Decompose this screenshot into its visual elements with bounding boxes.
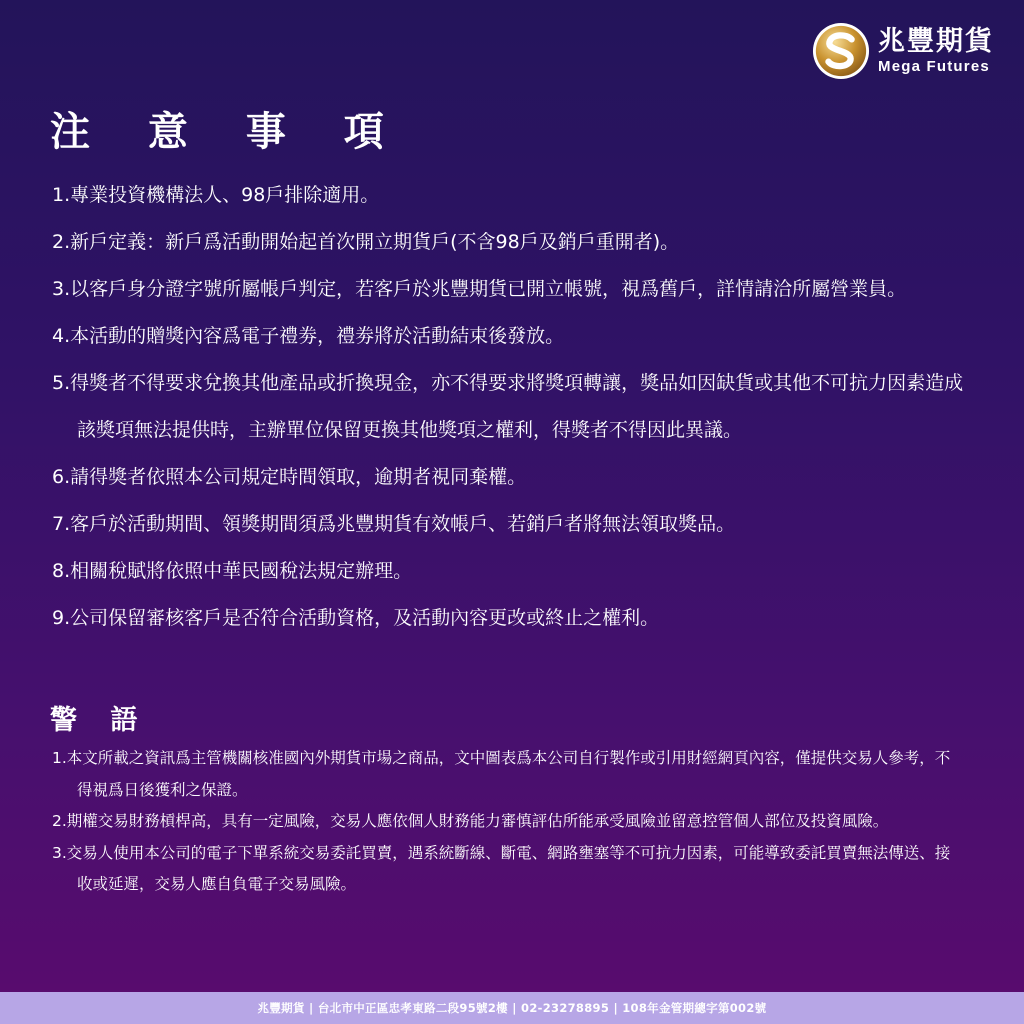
- brand-name-chinese: 兆豐期貨: [878, 26, 994, 57]
- notice-item: 3.以客戶身分證字號所屬帳戶判定，若客戶於兆豐期貨已開立帳號，視爲舊戶，詳情請洽所屬營業員。: [52, 278, 907, 300]
- brand-wordmark: [878, 26, 994, 76]
- warning-title: 警 語: [50, 705, 150, 736]
- footer-company-info: 兆豐期貨 | 台北市中正區忠孝東路二段95號2樓 | 02-23278895 | 108年金管期總字第002號: [257, 1001, 767, 1015]
- notice-title: 注 意 事 項: [50, 109, 406, 155]
- brand-logo: [812, 22, 994, 80]
- notice-item: 2.新戶定義：新戶爲活動開始起首次開立期貨戶(不含98戶及銷戶重開者)。: [52, 231, 680, 253]
- notice-item: 8.相關稅賦將依照中華民國稅法規定辦理。: [52, 560, 413, 582]
- notice-item: 6.請得獎者依照本公司規定時間領取，逾期者視同棄權。: [52, 466, 527, 488]
- notice-item: 4.本活動的贈獎內容爲電子禮劵，禮劵將於活動結束後發放。: [52, 325, 565, 347]
- notice-list: [52, 172, 982, 642]
- mega-s-emblem-icon: [812, 22, 870, 80]
- notice-item: 5.得獎者不得要求兌換其他產品或折換現金，亦不得要求將獎項轉讓，獎品如因缺貨或其他不可抗力因素造成該獎項無法提供時，主辦單位保留更換其他獎項之權利，得獎者不得因此異議。: [52, 372, 964, 441]
- notice-item: 9.公司保留審核客戶是否符合活動資格，及活動內容更改或終止之權利。: [52, 607, 660, 629]
- warning-item: 3.交易人使用本公司的電子下單系統交易委託買賣，遇系統斷線、斷電、網路壅塞等不可抗力因素，可能導致委託買賣無法傳送、接收或延遲，交易人應自負電子交易風險。: [52, 843, 951, 893]
- footer-bar: [0, 992, 1024, 1024]
- brand-name-english: Mega Futures: [878, 58, 990, 75]
- warning-list: [52, 743, 952, 901]
- notice-item: 7.客戶於活動期間、領獎期間須爲兆豐期貨有效帳戶、若銷戶者將無法領取獎品。: [52, 513, 736, 535]
- warning-item: 1.本文所載之資訊爲主管機關核准國內外期貨市場之商品，文中圖表爲本公司自行製作或引用財經網頁內容，僅提供交易人參考，不得視爲日後獲利之保證。: [52, 749, 951, 799]
- notice-item: 1.專業投資機構法人、98戶排除適用。: [52, 184, 380, 206]
- warning-item: 2.期權交易財務槓桿高，具有一定風險，交易人應依個人財務能力審慎評估所能承受風險並留意控管個人部位及投資風險。: [52, 812, 889, 830]
